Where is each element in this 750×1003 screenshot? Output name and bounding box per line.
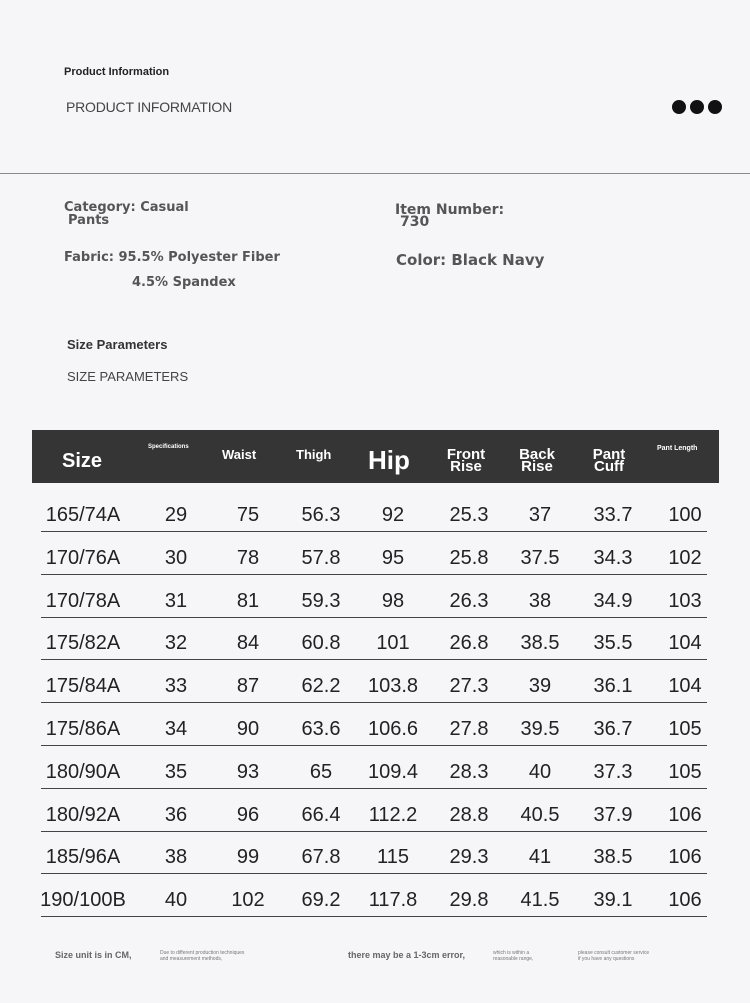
- cell-front-rise: 29.3: [449, 846, 489, 869]
- cell-back-rise: 40: [528, 760, 552, 783]
- cell-specifications: 30: [164, 546, 188, 569]
- cell-thigh: 62.2: [301, 675, 341, 698]
- cell-waist: 75: [236, 504, 260, 526]
- cell-hip: 101: [376, 632, 410, 655]
- cell-pant-cuff: 36.7: [593, 718, 633, 740]
- dot-icon: [690, 100, 704, 114]
- cell-pant-length: 103: [668, 589, 702, 612]
- footnote-reasonable-line2: reasonable range,: [493, 956, 534, 962]
- header-pant-cuff: [584, 446, 634, 475]
- cell-hip: 112.2: [368, 803, 418, 826]
- cell-size: 180/92A: [45, 803, 121, 826]
- more-options-icon[interactable]: [672, 100, 722, 114]
- cell-size: 190/100B: [40, 889, 126, 912]
- item-number-label: Item Number:: [395, 202, 505, 218]
- table-row: [41, 874, 707, 917]
- cell-pant-cuff: 37.9: [593, 803, 633, 826]
- table-row: [41, 789, 707, 832]
- cell-front-rise: 26.8: [449, 632, 489, 655]
- cell-waist: 93: [236, 760, 260, 783]
- cell-pant-length: 104: [668, 675, 702, 698]
- cell-size: 175/86A: [45, 718, 121, 740]
- item-number-value: 730: [400, 214, 430, 230]
- cell-pant-length: 105: [668, 760, 702, 783]
- color-info: Color: Black Navy: [396, 251, 545, 269]
- cell-thigh: 57.8: [301, 546, 341, 569]
- cell-waist: 87: [236, 675, 260, 698]
- header-specifications: Specifications: [148, 444, 189, 450]
- page-heading: Product Information: [64, 66, 170, 78]
- header-thigh: Thigh: [296, 447, 332, 462]
- table-row: [41, 489, 707, 532]
- cell-pant-length: 100: [668, 504, 702, 526]
- header-waist: Waist: [222, 447, 257, 462]
- cell-specifications: 38: [164, 846, 188, 869]
- cell-specifications: 31: [164, 589, 188, 612]
- cell-size: 185/96A: [45, 846, 121, 869]
- cell-hip: 115: [377, 846, 409, 869]
- cell-front-rise: 27.3: [449, 675, 489, 698]
- cell-back-rise: 37.5: [520, 546, 560, 569]
- cell-back-rise: 38: [528, 589, 552, 612]
- footnote-unit: Size unit is in CM,: [55, 950, 132, 960]
- header-pant-cuff-line2: Cuff: [594, 458, 624, 475]
- size-table-header: [32, 430, 719, 483]
- table-row: [41, 532, 707, 575]
- header-size: Size: [62, 450, 103, 472]
- header-hip: Hip: [368, 445, 410, 475]
- category-value: Pants: [68, 213, 110, 228]
- cell-back-rise: 39: [528, 675, 552, 698]
- header-pant-length: Pant Length: [657, 445, 698, 452]
- cell-thigh: 65: [309, 760, 333, 783]
- cell-waist: 84: [236, 632, 260, 655]
- cell-waist: 102: [231, 889, 265, 912]
- footnote-contact: [578, 950, 649, 962]
- header-front-rise-line1: Front: [446, 446, 486, 463]
- table-row: [41, 746, 707, 789]
- cell-front-rise: 28.3: [449, 760, 489, 783]
- cell-thigh: 56.3: [301, 504, 341, 526]
- header-back-rise-line2: Rise: [521, 458, 553, 475]
- cell-thigh: 63.6: [301, 718, 341, 740]
- cell-pant-length: 102: [668, 546, 702, 569]
- cell-front-rise: 28.8: [449, 803, 489, 826]
- footnote-error-reason-line2: and measurement methods,: [160, 956, 223, 962]
- fabric-composition-extra: 4.5% Spandex: [132, 275, 236, 290]
- header-front-rise: [441, 446, 491, 475]
- cell-specifications: 29: [164, 504, 188, 526]
- cell-pant-length: 105: [668, 718, 702, 740]
- cell-hip: 103.8: [367, 675, 419, 698]
- cell-hip: 109.4: [367, 760, 419, 783]
- cell-front-rise: 27.8: [449, 718, 489, 740]
- cell-back-rise: 41.5: [520, 889, 560, 912]
- dot-icon: [672, 100, 686, 114]
- cell-thigh: 69.2: [301, 889, 341, 912]
- cell-front-rise: 26.3: [449, 589, 489, 612]
- cell-back-rise: 39.5: [520, 718, 560, 740]
- cell-hip: 106.6: [367, 718, 419, 740]
- footnote-error-range: there may be a 1-3cm error,: [348, 950, 466, 960]
- cell-waist: 81: [236, 589, 260, 612]
- table-row: [41, 831, 707, 874]
- cell-pant-cuff: 37.3: [593, 760, 633, 783]
- cell-waist: 78: [236, 546, 260, 569]
- cell-hip: 92: [381, 504, 405, 526]
- cell-back-rise: 41: [528, 846, 552, 869]
- footnote-contact-line1: please consult customer service: [578, 950, 650, 956]
- header-back-rise-line1: Back: [519, 446, 555, 463]
- cell-pant-cuff: 34.9: [593, 589, 633, 612]
- table-row: [41, 660, 707, 703]
- cell-front-rise: 25.3: [449, 504, 489, 526]
- page-subheading: PRODUCT INFORMATION: [66, 99, 233, 115]
- cell-size: 170/76A: [45, 546, 121, 569]
- cell-waist: 90: [236, 718, 260, 740]
- cell-back-rise: 40.5: [520, 803, 560, 826]
- cell-hip: 98: [381, 589, 405, 612]
- cell-waist: 99: [236, 846, 260, 869]
- size-section-subtitle: SIZE PARAMETERS: [67, 369, 189, 384]
- cell-pant-length: 106: [668, 803, 702, 826]
- header-divider: [0, 173, 750, 174]
- footnote-reasonable: [493, 950, 533, 962]
- cell-front-rise: 29.8: [449, 889, 489, 912]
- header-front-rise-line2: Rise: [450, 458, 482, 475]
- cell-specifications: 36: [164, 803, 188, 826]
- cell-pant-cuff: 33.7: [593, 504, 633, 526]
- cell-pant-cuff: 36.1: [593, 675, 633, 698]
- table-row: [41, 703, 707, 746]
- header-back-rise: [512, 446, 562, 475]
- category-label: Category: Casual: [64, 200, 189, 215]
- header-pant-cuff-line1: Pant: [592, 446, 626, 463]
- cell-pant-length: 104: [668, 632, 702, 655]
- cell-specifications: 32: [164, 632, 188, 655]
- cell-front-rise: 25.8: [449, 546, 489, 569]
- cell-pant-cuff: 38.5: [593, 846, 633, 869]
- cell-size: 175/84A: [45, 675, 121, 698]
- cell-pant-cuff: 39.1: [593, 889, 633, 912]
- cell-pant-length: 106: [668, 846, 702, 869]
- cell-specifications: 35: [164, 760, 188, 783]
- cell-thigh: 67.8: [301, 846, 341, 869]
- cell-thigh: 66.4: [301, 803, 341, 826]
- table-row: [41, 617, 707, 660]
- cell-specifications: 34: [164, 718, 188, 740]
- cell-hip: 117.8: [368, 889, 418, 912]
- cell-back-rise: 37: [528, 504, 552, 526]
- dot-icon: [708, 100, 722, 114]
- footnote-error-reason-line1: Due to different production techniques: [160, 950, 245, 956]
- cell-thigh: 60.8: [301, 632, 341, 655]
- footnote-error-reason: [160, 950, 244, 962]
- cell-size: 165/74A: [45, 504, 121, 526]
- footnote-reasonable-line1: which is within a: [493, 950, 530, 956]
- cell-back-rise: 38.5: [520, 632, 560, 655]
- cell-thigh: 59.3: [301, 589, 341, 612]
- size-section-title: Size Parameters: [67, 337, 168, 352]
- cell-size: 180/90A: [45, 760, 121, 783]
- cell-specifications: 33: [164, 675, 188, 698]
- cell-pant-cuff: 34.3: [593, 546, 633, 569]
- cell-size: 170/78A: [45, 589, 121, 612]
- table-row: [41, 575, 707, 618]
- cell-pant-cuff: 35.5: [593, 632, 633, 655]
- fabric-composition: Fabric: 95.5% Polyester Fiber: [64, 250, 280, 265]
- cell-specifications: 40: [164, 889, 188, 912]
- cell-waist: 96: [236, 803, 260, 826]
- cell-size: 175/82A: [45, 632, 121, 655]
- cell-hip: 95: [381, 546, 405, 569]
- footnote-contact-line2: if you have any questions: [578, 956, 635, 962]
- cell-pant-length: 106: [668, 889, 702, 912]
